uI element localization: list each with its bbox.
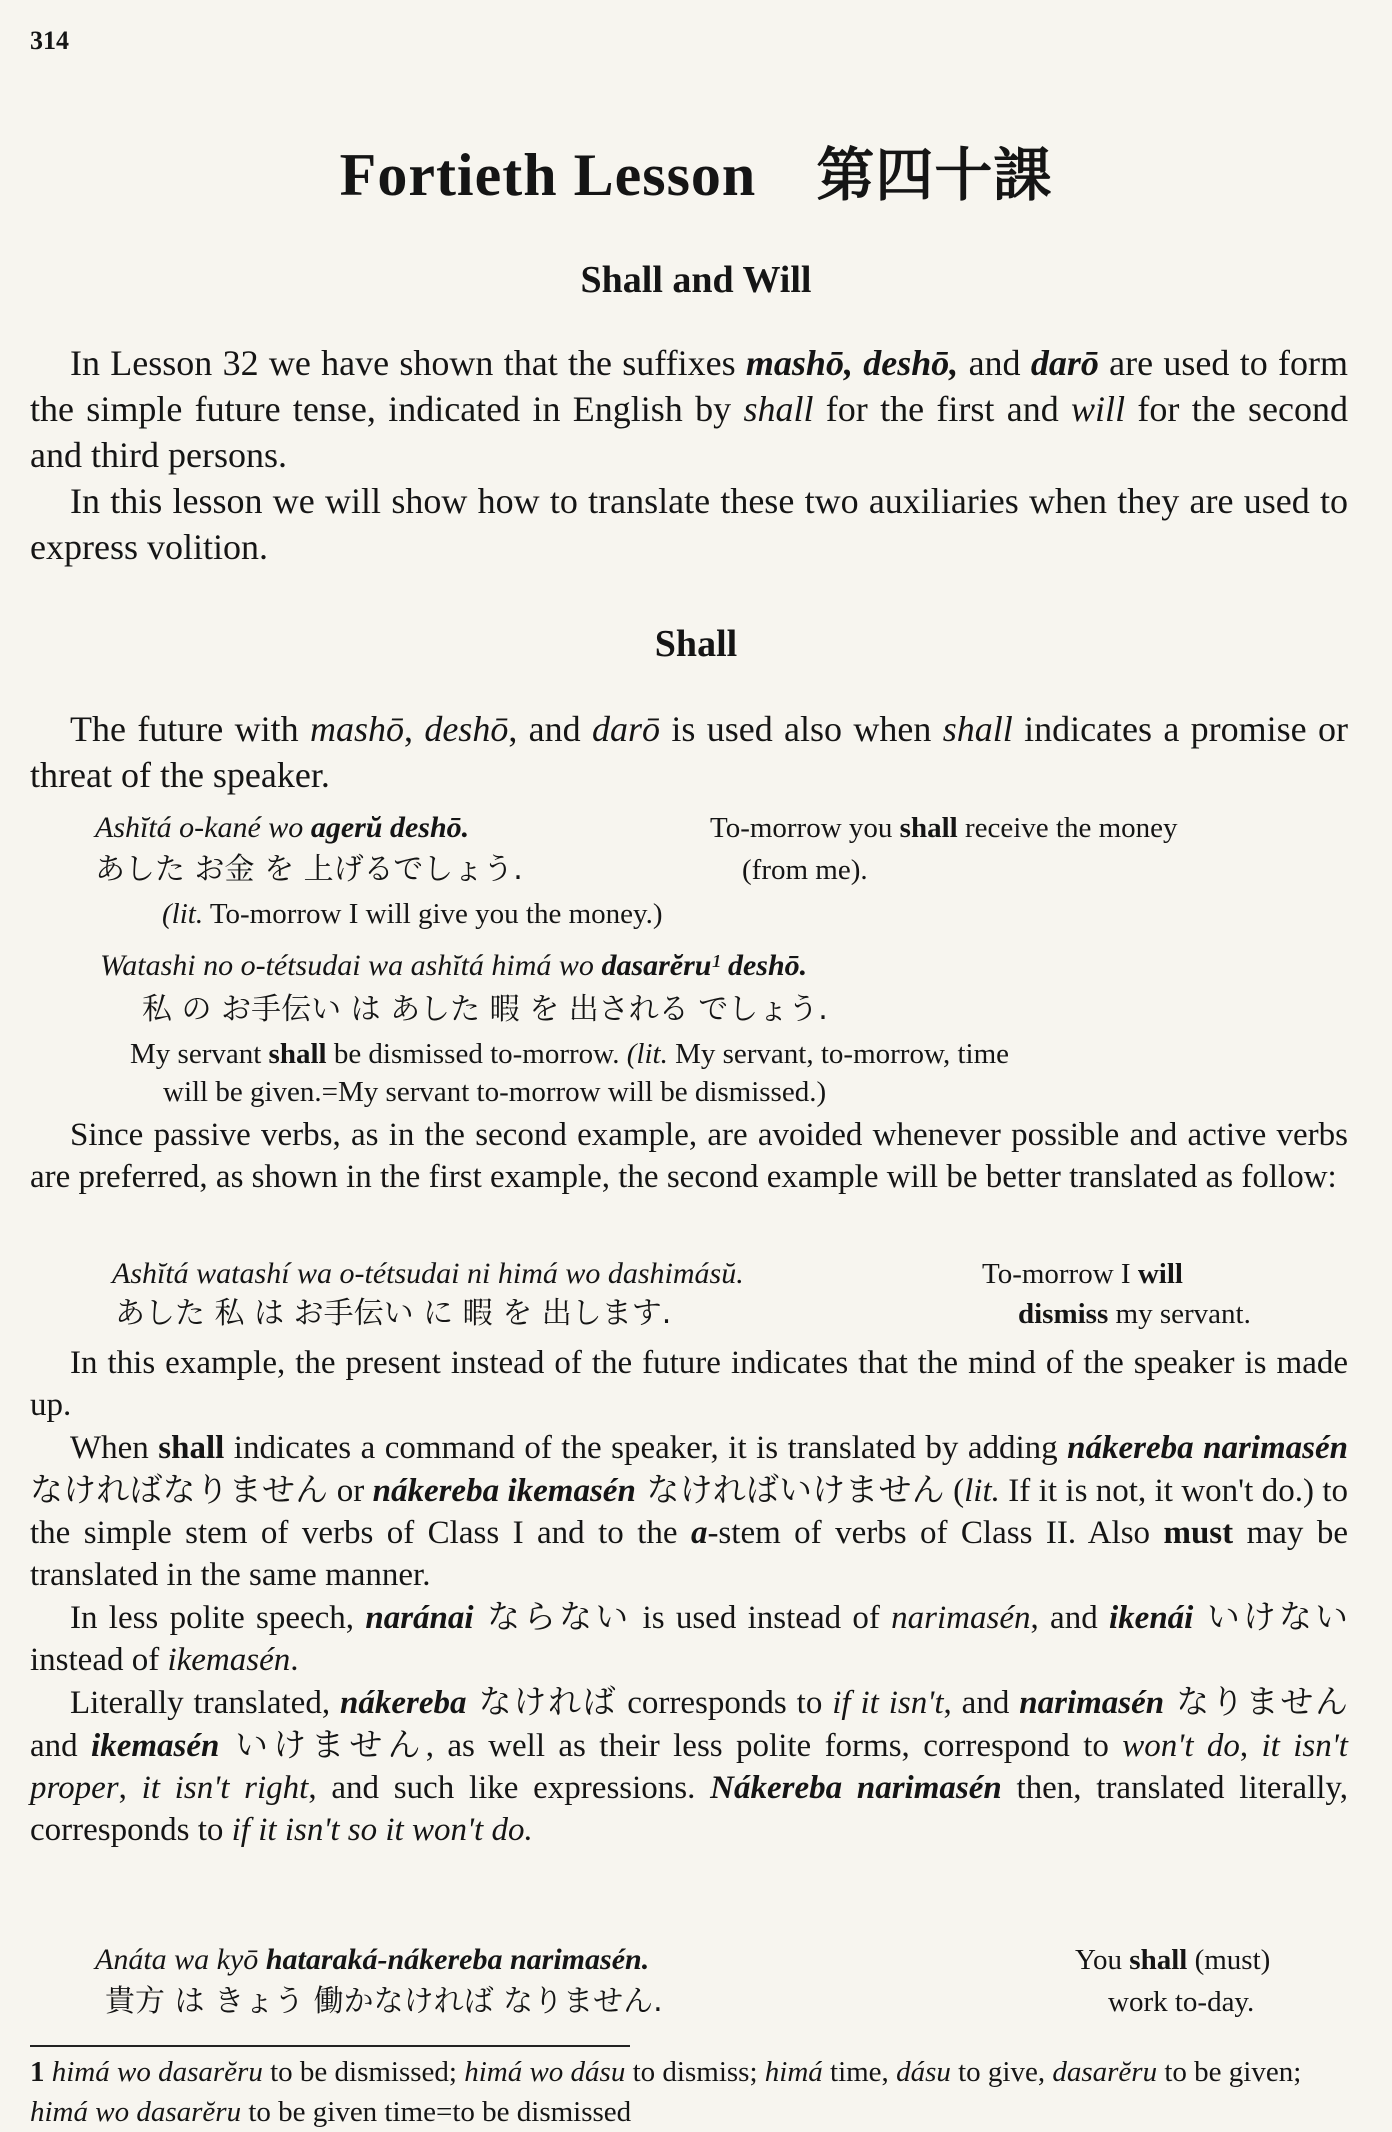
text-run: shall [942, 709, 1013, 749]
text-run: Ashĭtá o-kané wo [95, 811, 311, 844]
text-run: なければなりません [30, 1470, 329, 1509]
text-run: (must) [1187, 1944, 1271, 1976]
text-run: なければいけません [635, 1470, 945, 1509]
text-run: hataraká-nákereba narimasén. [265, 1943, 650, 1976]
intro-paragraph-1 [30, 340, 1348, 478]
text-run: my servant. [1108, 1298, 1251, 1330]
text-run: deshō. [727, 949, 808, 982]
example-2-japanese: 私 の お手伝い は あした 暇 を 出される でしょう. [142, 992, 828, 1027]
text-run: indicates a command of the speaker, it is translated by adding [224, 1430, 1068, 1466]
text-run: to be given; [1157, 2056, 1302, 2088]
text-run: shall [158, 1430, 225, 1466]
text-run: or [328, 1473, 373, 1509]
polite-speech-paragraph [30, 1596, 1348, 1681]
example-1-literal [162, 894, 663, 934]
text-run: ¹ [711, 949, 728, 982]
text-run: are used to form the simple future tense, indicated in English by [30, 343, 1348, 429]
intro-paragraph-2: In this lesson we will show how to translate these two auxiliaries when they are used to express volition. [30, 481, 1348, 567]
example-3-translation-2 [1018, 1294, 1251, 1334]
text-run: it isn't proper [30, 1728, 1348, 1806]
subheading-shall: Shall [654, 623, 738, 665]
text-run: , [1239, 1728, 1262, 1764]
text-run: , and such like expressions. [308, 1770, 711, 1806]
text-run: be dismissed to-morrow. [326, 1038, 627, 1070]
text-run: then, translated literally, corresponds to [30, 1770, 1349, 1848]
text-run: if it isn't so it won't do. [231, 1812, 533, 1848]
text-run: なければ [466, 1682, 618, 1721]
page-title [0, 128, 1392, 212]
subheading-shall-and-will: Shall and Will [580, 259, 812, 301]
passive-note-paragraph [30, 1114, 1348, 1198]
example-1-japanese: あした お金 を 上げるでしょう. [95, 852, 523, 887]
text-run: to dismiss; [625, 2056, 765, 2088]
example-4-translation [1075, 1940, 1270, 1980]
text-run: (lit. [626, 1038, 668, 1070]
example-3-translation [982, 1254, 1183, 1294]
example-2-translation-cont: will be given.=My servant to-morrow will be dismissed.) [163, 1076, 827, 1108]
text-run: will [1137, 1258, 1183, 1290]
text-run: 1 [30, 2056, 52, 2088]
intro-section [30, 340, 1348, 570]
text-run: for the second and third persons. [30, 389, 1348, 475]
text-run: ( [944, 1473, 965, 1509]
text-run: himá [764, 2056, 823, 2088]
text-run: ikemasén [91, 1728, 220, 1764]
footnote [30, 2052, 1350, 2132]
text-run: dasarĕru [1052, 2056, 1158, 2088]
example-4-romaji [95, 1940, 649, 1980]
text-run: To-morrow you [710, 812, 900, 844]
example-2-romaji [100, 946, 807, 986]
text-run: dasarĕru [601, 949, 712, 982]
text-run: narimasén [1019, 1685, 1165, 1721]
text-run: dismiss [1018, 1298, 1109, 1330]
text-run: won't do [1122, 1728, 1240, 1764]
shall-intro-text [30, 706, 1348, 798]
text-run: なりません [1164, 1682, 1348, 1721]
text-run: must [1163, 1515, 1234, 1551]
text-run: corresponds to [617, 1685, 833, 1721]
example-1-translation-2: (from me). [742, 854, 868, 886]
text-run: time, [822, 2056, 897, 2088]
text-run: nákereba [340, 1685, 467, 1721]
text-run: is used instead of [631, 1600, 892, 1636]
text-run: himá wo dasarĕru [51, 2056, 263, 2088]
text-run: darō [592, 709, 661, 749]
text-run: it isn't right [141, 1770, 309, 1806]
text-run: to be dismissed; [262, 2056, 465, 2088]
text-run: If it is not, it won't do.) to the simple stem of verbs of Class I and to the [30, 1473, 1348, 1551]
text-run: , [403, 709, 425, 749]
passive-note-text: Since passive verbs, as in the second example, are avoided whenever possible and active verbs are preferred, as shown in the first example, the second example will be better translated as follow: [30, 1117, 1348, 1195]
text-run: ikemasén [167, 1642, 291, 1678]
example-1-translation [710, 808, 1178, 848]
text-run: and [30, 1728, 92, 1764]
text-run: indicates a promise or threat of the speaker. [30, 709, 1348, 795]
text-run: , and [508, 709, 592, 749]
text-run: mashō, deshō, [745, 343, 959, 383]
text-run: The future with [70, 709, 310, 749]
text-run: agerŭ deshō. [310, 811, 470, 844]
text-run: Literally translated, [70, 1685, 340, 1721]
text-run: nákereba narimasén [1067, 1430, 1348, 1466]
text-run: In less polite speech, [70, 1600, 366, 1636]
text-run: My servant, to-morrow, time [667, 1038, 1010, 1070]
literal-translation-paragraph [30, 1681, 1348, 1851]
text-run: , as well as their less polite forms, correspond to [425, 1728, 1123, 1764]
text-run: To-morrow I will give you the money.) [203, 898, 663, 930]
text-run: My servant [130, 1038, 269, 1070]
text-run: will [1071, 389, 1126, 429]
text-run: (lit. [162, 898, 204, 930]
text-run: To-morrow I [982, 1258, 1138, 1290]
text-run: shall [899, 812, 958, 844]
title-japanese: 第四十課 [816, 141, 1053, 209]
text-run: ikenái [1109, 1600, 1194, 1636]
text-run: Nákereba narimasén [710, 1770, 1002, 1806]
text-run: . [290, 1642, 299, 1678]
present-note-paragraph: In this example, the present instead of the future indicates that the mind of the speaker is made up. [30, 1345, 1348, 1423]
text-run: instead of [30, 1642, 168, 1678]
title-english: Fortieth Lesson [339, 142, 757, 208]
text-run: if it isn't [832, 1685, 944, 1721]
text-run: shall [268, 1038, 327, 1070]
text-run: himá wo dásu [464, 2056, 626, 2088]
text-run: ならない [473, 1597, 632, 1636]
text-run: In Lesson 32 we have shown that the suffixes [70, 343, 746, 383]
text-run: receive the money [957, 812, 1178, 844]
text-run: Watashi no o-tétsudai wa ashĭtá himá wo [100, 949, 602, 982]
text-run: nákereba ikemasén [372, 1473, 636, 1509]
text-run: and [958, 343, 1031, 383]
text-run: a [690, 1515, 708, 1551]
text-run: himá wo dasarĕru [30, 2096, 242, 2128]
example-4-japanese: 貴方 は きょう 働かなければ なりません. [105, 1984, 663, 2019]
text-run: naránai [365, 1600, 474, 1636]
text-run: mashō [309, 709, 404, 749]
text-run: , and [1030, 1600, 1109, 1636]
example-4-translation-2: work to-day. [1108, 1986, 1255, 2018]
page-number: 314 [30, 26, 69, 55]
example-3-japanese: あした 私 は お手伝い に 暇 を 出します. [115, 1296, 672, 1331]
text-run: , and [943, 1685, 1020, 1721]
text-run: narimasén [891, 1600, 1031, 1636]
text-run: lit. [964, 1473, 1000, 1509]
example-1-romaji [95, 808, 469, 848]
text-run: いけません [219, 1725, 426, 1764]
text-run: to give, [950, 2056, 1053, 2088]
text-run: dásu [896, 2056, 951, 2088]
text-run: shall [1129, 1944, 1188, 1976]
text-run: Anáta wa kyō [95, 1943, 266, 1976]
text-run: , [118, 1770, 142, 1806]
text-run: darō [1030, 343, 1099, 383]
text-run: to be given time=to be dismissed [241, 2096, 632, 2128]
shall-intro-paragraph [30, 706, 1348, 798]
text-run: may be translated in the same manner. [30, 1515, 1348, 1593]
command-paragraph [30, 1426, 1348, 1596]
footnote-divider [30, 2045, 630, 2047]
body-section [30, 1342, 1348, 1851]
text-run: shall [743, 389, 814, 429]
text-run: is used also when [660, 709, 943, 749]
text-run: for the first and [813, 389, 1072, 429]
example-2-translation [130, 1034, 1009, 1074]
example-3-romaji: Ashĭtá watashí wa o-tétsudai ni himá wo dashimásŭ. [112, 1257, 744, 1290]
text-run: いけない [1193, 1597, 1348, 1636]
text-run: You [1075, 1944, 1130, 1976]
text-run: When [70, 1430, 159, 1466]
text-run: -stem of verbs of Class II. Also [707, 1515, 1164, 1551]
text-run: deshō [424, 709, 509, 749]
